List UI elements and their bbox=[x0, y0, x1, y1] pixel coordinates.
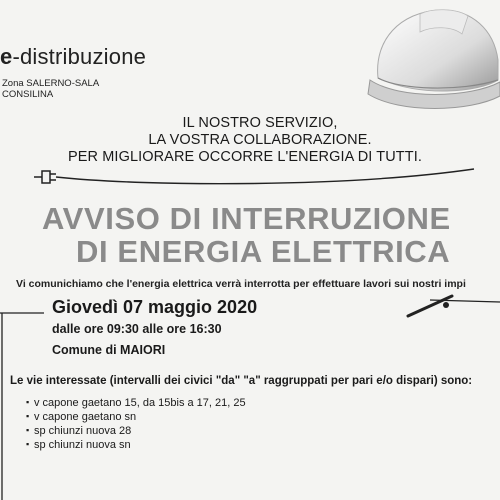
streets-list bbox=[26, 396, 246, 452]
clock-icon bbox=[408, 296, 500, 316]
interruption-date: Giovedì 07 maggio 2020 bbox=[52, 297, 258, 317]
plug-icon bbox=[30, 165, 480, 189]
street-item: ▪ v capone gaetano 15, da 15bis a 17, 21, 25 bbox=[26, 396, 246, 410]
street-item: ▪ sp chiunzi nuova sn bbox=[26, 438, 246, 452]
notice-title bbox=[42, 202, 500, 268]
street-item: ▪ sp chiunzi nuova 28 bbox=[26, 424, 246, 438]
slogan-line-2: LA VOSTRA COLLABORAZIONE. bbox=[148, 132, 372, 148]
slogan-line-3: PER MIGLIORARE OCCORRE L'ENERGIA DI TUTTI. bbox=[68, 149, 422, 165]
intro-text: Vi comunichiamo che l'energia elettrica verrà interrotta per effettuare lavori sui nostri impi bbox=[16, 278, 466, 290]
zone-label bbox=[2, 78, 99, 100]
street-item: ▪ v capone gaetano sn bbox=[26, 410, 246, 424]
slogan bbox=[68, 115, 440, 166]
title-line-2: DI ENERGIA ELETTRICA bbox=[76, 234, 451, 269]
zone-line-2: CONSILINA bbox=[2, 89, 54, 100]
streets-heading: Le vie interessate (intervalli dei civici "da" "a" raggruppati per pari e/o dispari) sono: bbox=[10, 375, 473, 387]
slogan-line-1: IL NOSTRO SERVIZIO, bbox=[182, 115, 338, 131]
logo-text: -distribuzione bbox=[12, 44, 147, 69]
company-logo bbox=[0, 44, 146, 70]
interruption-time: dalle ore 09:30 alle ore 16:30 bbox=[52, 322, 222, 336]
helmet-icon bbox=[360, 0, 500, 120]
zone-line-1: Zona SALERNO-SALA bbox=[2, 78, 100, 89]
title-line-1: AVVISO DI INTERRUZIONE bbox=[42, 201, 451, 236]
comune-label: Comune di MAIORI bbox=[52, 343, 166, 357]
logo-mark: e bbox=[0, 44, 13, 69]
